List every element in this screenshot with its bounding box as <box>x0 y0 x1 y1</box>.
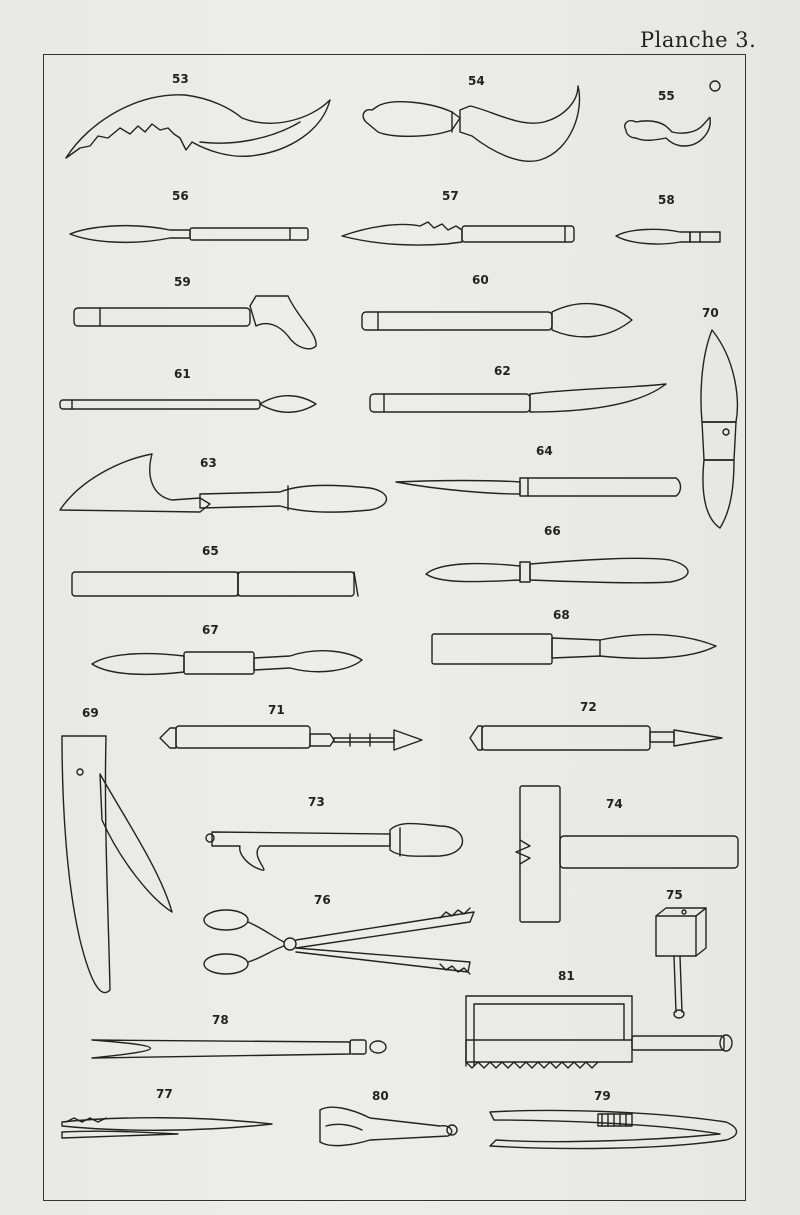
figure-79-tweezers <box>490 1110 737 1148</box>
figure-number-72: 72 <box>580 700 597 714</box>
figure-number-78: 78 <box>212 1013 229 1027</box>
figure-number-73: 73 <box>308 795 325 809</box>
figure-number-67: 67 <box>202 623 219 637</box>
figure-number-71: 71 <box>268 703 285 717</box>
figure-72-pointed-probe <box>470 726 722 750</box>
figure-number-55: 55 <box>658 89 675 103</box>
figure-69-folding-knife <box>62 736 172 993</box>
figure-number-61: 61 <box>174 367 191 381</box>
figure-68-curette <box>432 634 716 664</box>
page-title: Planche 3. <box>640 28 757 52</box>
figure-number-68: 68 <box>553 608 570 622</box>
figure-number-76: 76 <box>314 893 331 907</box>
figure-57-toothed-knife <box>342 222 574 245</box>
figure-63-broad-chopper <box>60 454 387 512</box>
figure-80-small-tongs <box>320 1107 457 1145</box>
figure-number-81: 81 <box>558 969 575 983</box>
figure-58-small-lancet <box>616 229 720 244</box>
figure-61-small-lance <box>60 396 316 413</box>
figure-number-60: 60 <box>472 273 489 287</box>
figure-number-75: 75 <box>666 888 683 902</box>
figure-66-curved-knife <box>426 558 688 582</box>
figure-number-69: 69 <box>82 706 99 720</box>
figure-65-handle-rod <box>72 572 358 596</box>
figure-number-59: 59 <box>174 275 191 289</box>
figure-number-65: 65 <box>202 544 219 558</box>
figure-number-63: 63 <box>200 456 217 470</box>
figure-56-lancet <box>70 226 308 243</box>
figure-59-curved-chisel <box>74 296 316 349</box>
figure-number-54: 54 <box>468 74 485 88</box>
figure-71-trocar <box>160 726 422 750</box>
figure-number-66: 66 <box>544 524 561 538</box>
figure-81-bow-saw <box>466 996 732 1068</box>
figure-number-74: 74 <box>606 797 623 811</box>
figure-70-vertical-lancet <box>701 330 737 528</box>
figure-55-small-hook-knife <box>625 81 720 146</box>
figure-54-pruning-hook <box>363 86 579 161</box>
figure-53-serrated-sickle <box>66 95 330 158</box>
figure-number-56: 56 <box>172 189 189 203</box>
figure-number-62: 62 <box>494 364 511 378</box>
figure-76-scissor-forceps <box>204 908 474 974</box>
figure-number-53: 53 <box>172 72 189 86</box>
figure-number-80: 80 <box>372 1089 389 1103</box>
figure-64-tapered-knife <box>396 478 681 496</box>
figure-67-double-spatula <box>92 651 362 675</box>
figure-62-long-blade <box>370 384 666 412</box>
figure-75-small-mallet <box>656 908 706 1018</box>
figure-number-79: 79 <box>594 1089 611 1103</box>
figure-78-rod-forceps <box>92 1040 386 1058</box>
figure-number-64: 64 <box>536 444 553 458</box>
figure-number-77: 77 <box>156 1087 173 1101</box>
figure-number-57: 57 <box>442 189 459 203</box>
figure-number-58: 58 <box>658 193 675 207</box>
figure-74-mallet <box>516 786 738 922</box>
figure-60-leaf-probe <box>362 304 632 337</box>
figure-number-70: 70 <box>702 306 719 320</box>
figure-77-toothed-forceps <box>62 1118 272 1138</box>
figure-73-hook-handle <box>206 824 463 871</box>
